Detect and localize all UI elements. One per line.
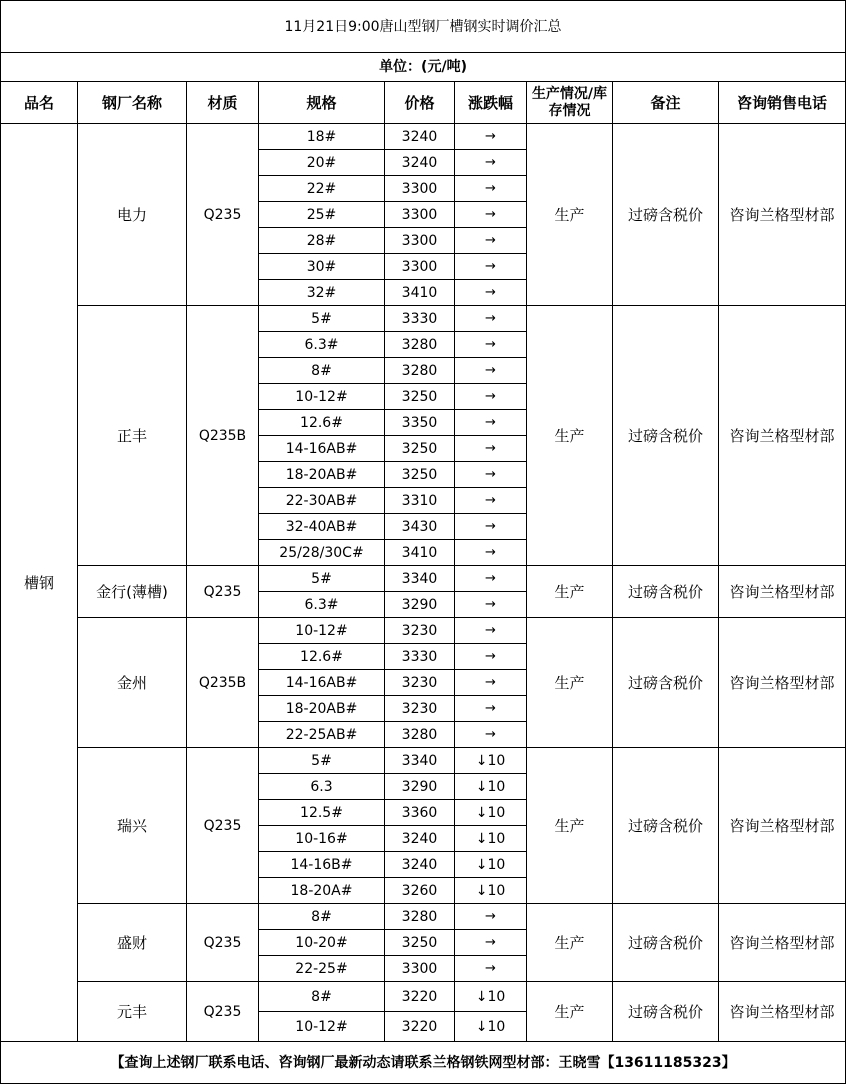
- header-contact: 咨询销售电话: [719, 82, 846, 124]
- spec-cell: 6.3: [259, 774, 385, 800]
- price-cell: 3300: [385, 202, 455, 228]
- product-name: 槽钢: [1, 124, 78, 1042]
- mill-name: 金州: [78, 618, 187, 748]
- price-cell: 3250: [385, 462, 455, 488]
- spec-cell: 12.6#: [259, 644, 385, 670]
- spec-cell: 20#: [259, 150, 385, 176]
- change-cell: →: [455, 696, 527, 722]
- status-cell: 生产: [527, 982, 613, 1042]
- change-cell: →: [455, 332, 527, 358]
- change-cell: →: [455, 202, 527, 228]
- price-cell: 3300: [385, 956, 455, 982]
- header-mill: 钢厂名称: [78, 82, 187, 124]
- spec-cell: 18-20A#: [259, 878, 385, 904]
- change-cell: →: [455, 904, 527, 930]
- change-cell: ↓10: [455, 852, 527, 878]
- spec-cell: 22-25#: [259, 956, 385, 982]
- spec-cell: 6.3#: [259, 332, 385, 358]
- spec-cell: 18-20AB#: [259, 462, 385, 488]
- status-cell: 生产: [527, 904, 613, 982]
- spec-cell: 8#: [259, 358, 385, 384]
- change-cell: ↓10: [455, 982, 527, 1012]
- spec-cell: 5#: [259, 566, 385, 592]
- price-cell: 3250: [385, 930, 455, 956]
- spec-cell: 18#: [259, 124, 385, 150]
- contact-cell: 咨询兰格型材部: [719, 306, 846, 566]
- change-cell: →: [455, 358, 527, 384]
- change-cell: →: [455, 540, 527, 566]
- table-row: [1, 306, 846, 332]
- change-cell: →: [455, 384, 527, 410]
- header-change: 涨跌幅: [455, 82, 527, 124]
- price-cell: 3280: [385, 904, 455, 930]
- header-product: 品名: [1, 82, 78, 124]
- change-cell: →: [455, 254, 527, 280]
- status-cell: 生产: [527, 618, 613, 748]
- change-cell: →: [455, 228, 527, 254]
- price-cell: 3300: [385, 176, 455, 202]
- spec-cell: 12.6#: [259, 410, 385, 436]
- price-cell: 3300: [385, 254, 455, 280]
- change-cell: →: [455, 280, 527, 306]
- change-cell: →: [455, 592, 527, 618]
- change-cell: →: [455, 488, 527, 514]
- mill-name: 电力: [78, 124, 187, 306]
- change-cell: ↓10: [455, 800, 527, 826]
- change-cell: →: [455, 566, 527, 592]
- header-price: 价格: [385, 82, 455, 124]
- mill-name: 正丰: [78, 306, 187, 566]
- price-cell: 3220: [385, 982, 455, 1012]
- change-cell: →: [455, 930, 527, 956]
- mill-name: 盛财: [78, 904, 187, 982]
- spec-cell: 14-16AB#: [259, 670, 385, 696]
- material: Q235: [187, 748, 259, 904]
- spec-cell: 14-16B#: [259, 852, 385, 878]
- spec-cell: 25/28/30C#: [259, 540, 385, 566]
- price-cell: 3240: [385, 852, 455, 878]
- change-cell: →: [455, 644, 527, 670]
- change-cell: →: [455, 722, 527, 748]
- page-title: 11月21日9:00唐山型钢厂槽钢实时调价汇总: [1, 1, 846, 53]
- price-cell: 3230: [385, 696, 455, 722]
- header-row: [1, 82, 846, 124]
- price-cell: 3280: [385, 332, 455, 358]
- price-cell: 3360: [385, 800, 455, 826]
- spec-cell: 18-20AB#: [259, 696, 385, 722]
- spec-cell: 14-16AB#: [259, 436, 385, 462]
- spec-cell: 10-12#: [259, 1012, 385, 1042]
- spec-cell: 22-25AB#: [259, 722, 385, 748]
- change-cell: →: [455, 306, 527, 332]
- remark-cell: 过磅含税价: [613, 904, 719, 982]
- price-cell: 3310: [385, 488, 455, 514]
- price-cell: 3240: [385, 826, 455, 852]
- remark-cell: 过磅含税价: [613, 618, 719, 748]
- header-status: 生产情况/库存情况: [527, 82, 613, 124]
- remark-cell: 过磅含税价: [613, 748, 719, 904]
- status-cell: 生产: [527, 566, 613, 618]
- unit-label: 单位：(元/吨): [1, 53, 846, 82]
- price-cell: 3290: [385, 774, 455, 800]
- spec-cell: 10-16#: [259, 826, 385, 852]
- contact-cell: 咨询兰格型材部: [719, 566, 846, 618]
- change-cell: →: [455, 514, 527, 540]
- table-row: [1, 618, 846, 644]
- change-cell: →: [455, 176, 527, 202]
- spec-cell: 12.5#: [259, 800, 385, 826]
- material: Q235: [187, 982, 259, 1042]
- footer-contact-note: 【查询上述钢厂联系电话、咨询钢厂最新动态请联系兰格钢铁网型材部：王晓雪【13611185323】: [1, 1042, 846, 1084]
- price-cell: 3300: [385, 228, 455, 254]
- contact-cell: 咨询兰格型材部: [719, 982, 846, 1042]
- price-cell: 3430: [385, 514, 455, 540]
- spec-cell: 30#: [259, 254, 385, 280]
- remark-cell: 过磅含税价: [613, 306, 719, 566]
- spec-cell: 32#: [259, 280, 385, 306]
- change-cell: →: [455, 670, 527, 696]
- price-cell: 3250: [385, 384, 455, 410]
- mill-name: 金行(薄槽): [78, 566, 187, 618]
- material: Q235: [187, 124, 259, 306]
- change-cell: →: [455, 150, 527, 176]
- price-cell: 3280: [385, 722, 455, 748]
- contact-cell: 咨询兰格型材部: [719, 904, 846, 982]
- price-cell: 3330: [385, 306, 455, 332]
- price-cell: 3230: [385, 670, 455, 696]
- price-cell: 3280: [385, 358, 455, 384]
- change-cell: ↓10: [455, 774, 527, 800]
- price-cell: 3290: [385, 592, 455, 618]
- spec-cell: 8#: [259, 904, 385, 930]
- spec-cell: 28#: [259, 228, 385, 254]
- change-cell: ↓10: [455, 1012, 527, 1042]
- table-row: [1, 982, 846, 1012]
- spec-cell: 22#: [259, 176, 385, 202]
- header-spec: 规格: [259, 82, 385, 124]
- status-cell: 生产: [527, 748, 613, 904]
- price-cell: 3230: [385, 618, 455, 644]
- price-cell: 3250: [385, 436, 455, 462]
- change-cell: →: [455, 410, 527, 436]
- price-cell: 3410: [385, 540, 455, 566]
- spec-cell: 25#: [259, 202, 385, 228]
- spec-cell: 5#: [259, 748, 385, 774]
- price-cell: 3260: [385, 878, 455, 904]
- change-cell: ↓10: [455, 878, 527, 904]
- spec-cell: 5#: [259, 306, 385, 332]
- header-material: 材质: [187, 82, 259, 124]
- price-cell: 3350: [385, 410, 455, 436]
- spec-cell: 6.3#: [259, 592, 385, 618]
- price-cell: 3220: [385, 1012, 455, 1042]
- mill-name: 瑞兴: [78, 748, 187, 904]
- table-row: [1, 748, 846, 774]
- price-cell: 3330: [385, 644, 455, 670]
- table-row: [1, 566, 846, 592]
- spec-cell: 10-20#: [259, 930, 385, 956]
- table-row: [1, 124, 846, 150]
- spec-cell: 8#: [259, 982, 385, 1012]
- contact-cell: 咨询兰格型材部: [719, 124, 846, 306]
- remark-cell: 过磅含税价: [613, 124, 719, 306]
- material: Q235B: [187, 618, 259, 748]
- contact-cell: 咨询兰格型材部: [719, 618, 846, 748]
- status-cell: 生产: [527, 124, 613, 306]
- change-cell: →: [455, 618, 527, 644]
- price-cell: 3240: [385, 150, 455, 176]
- price-cell: 3340: [385, 748, 455, 774]
- table-row: [1, 904, 846, 930]
- remark-cell: 过磅含税价: [613, 982, 719, 1042]
- remark-cell: 过磅含税价: [613, 566, 719, 618]
- price-cell: 3240: [385, 124, 455, 150]
- material: Q235: [187, 904, 259, 982]
- header-remark: 备注: [613, 82, 719, 124]
- spec-cell: 22-30AB#: [259, 488, 385, 514]
- material: Q235B: [187, 306, 259, 566]
- mill-name: 元丰: [78, 982, 187, 1042]
- change-cell: →: [455, 436, 527, 462]
- change-cell: ↓10: [455, 826, 527, 852]
- change-cell: ↓10: [455, 748, 527, 774]
- spec-cell: 32-40AB#: [259, 514, 385, 540]
- price-cell: 3410: [385, 280, 455, 306]
- price-cell: 3340: [385, 566, 455, 592]
- material: Q235: [187, 566, 259, 618]
- change-cell: →: [455, 124, 527, 150]
- spec-cell: 10-12#: [259, 384, 385, 410]
- spec-cell: 10-12#: [259, 618, 385, 644]
- change-cell: →: [455, 956, 527, 982]
- change-cell: →: [455, 462, 527, 488]
- contact-cell: 咨询兰格型材部: [719, 748, 846, 904]
- status-cell: 生产: [527, 306, 613, 566]
